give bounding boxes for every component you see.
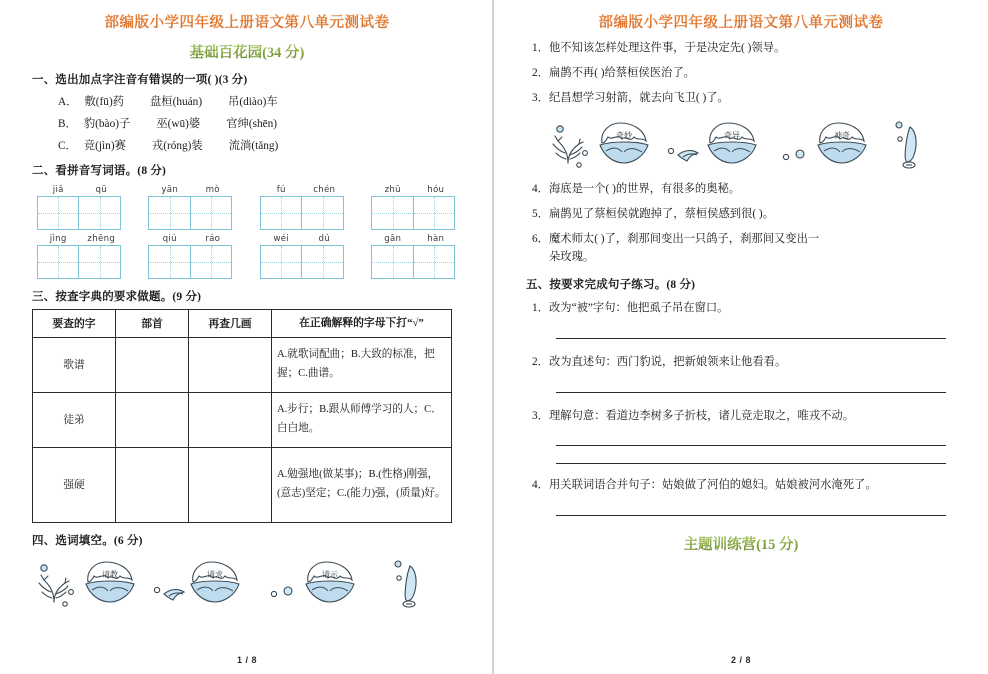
cell-word: 歌谱 <box>33 337 116 392</box>
shell-illustration-strip <box>518 115 964 173</box>
tianzige-box[interactable] <box>260 196 344 230</box>
table-row <box>33 337 452 392</box>
item-text: 扁鹊不再( )给蔡桓侯医治了。 <box>549 66 695 79</box>
pinyin-syllable: hóu <box>427 185 445 195</box>
cell-explanation[interactable]: A.步行；B.跟从师傅学习的人；C．白白地。 <box>272 392 452 447</box>
option-item: 官绅(shēn) <box>226 118 278 130</box>
pinyin-labels <box>37 234 123 244</box>
pinyin-syllable: mò <box>205 185 220 195</box>
pinyin-cell <box>371 234 457 279</box>
item-number: 4． <box>532 479 549 492</box>
cell-explanation[interactable]: A.就歌词配曲；B.大致的标准，把握；C.曲谱。 <box>272 337 452 392</box>
tianzige-box[interactable] <box>148 196 232 230</box>
item-text: 改为直述句：西门豹说，把新娘领来让他看看。 <box>549 355 787 368</box>
shell-illustration-strip <box>24 554 470 612</box>
sentence-item <box>532 354 964 371</box>
answer-line[interactable] <box>556 392 946 393</box>
pinyin-syllable: fú <box>276 185 286 195</box>
option-label: A． <box>58 96 78 108</box>
shell-label: 请求 <box>207 569 223 579</box>
cell-explanation[interactable]: A.勉强地(做某事)；B.(性格)刚强，(意志)坚定；C.(能力)强，(质量)好。 <box>272 447 452 522</box>
bubble-icon <box>154 587 159 592</box>
shell-label: 神奇 <box>834 130 850 140</box>
cell-strokes[interactable] <box>189 337 272 392</box>
section-3-heading: 三、按查字典的要求做题。(9 分) <box>32 291 202 303</box>
bubble-icon <box>898 137 902 141</box>
pinyin-labels <box>260 185 346 195</box>
pinyin-labels <box>371 234 457 244</box>
section-2-heading: 二、看拼音写词语。(8 分) <box>32 165 167 177</box>
bubble-icon <box>63 602 67 606</box>
item-text: 他不知该怎样处理这件事，于是决定先( )领导。 <box>549 42 786 54</box>
shell-label: 奇妙 <box>616 130 632 140</box>
coral-icon <box>39 575 69 602</box>
clam-shell-3 <box>306 562 354 602</box>
fish-icon <box>783 150 804 160</box>
tianzige-box[interactable] <box>371 245 455 279</box>
bubble-icon <box>668 148 673 153</box>
item-number: 2． <box>532 66 549 79</box>
cell-word: 徒弟 <box>33 392 116 447</box>
column-header-word: 要查的字 <box>33 310 116 338</box>
answer-line[interactable] <box>556 463 946 464</box>
option-item: 盘桓(huán) <box>150 96 203 108</box>
option-item: 吊(diào)车 <box>228 96 278 108</box>
item-number: 3． <box>532 409 549 422</box>
pinyin-labels <box>37 185 123 195</box>
shell-label: 奇异 <box>724 130 740 140</box>
tianzige-box[interactable] <box>371 196 455 230</box>
bubble-icon <box>397 576 401 580</box>
pinyin-cell <box>37 234 123 279</box>
option-item: 竞(jìn)赛 <box>83 140 126 152</box>
shell-label: 请教 <box>102 569 118 579</box>
pinyin-writing-grids <box>24 185 470 279</box>
cell-radical[interactable] <box>116 392 189 447</box>
column-header-strokes: 再查几画 <box>189 310 272 338</box>
sentence-item <box>532 477 964 494</box>
item-number: 2． <box>532 355 549 368</box>
fill-item <box>532 181 964 198</box>
clam-shell-2 <box>708 123 756 163</box>
section-1-heading: 一、选出加点字注音有错误的一项( )(3 分) <box>32 74 248 86</box>
item-text: 用关联词语合并句子：姑娘做了河伯的媳妇。姑娘被河水淹死了。 <box>549 479 877 492</box>
tianzige-box[interactable] <box>148 245 232 279</box>
item-text: 改为“被”字句：他把虱子吊在窗口。 <box>549 301 729 314</box>
option-item: 巫(wū)婆 <box>156 118 201 130</box>
option-row <box>58 115 470 131</box>
pinyin-syllable: jiǎ <box>52 185 64 195</box>
cell-strokes[interactable] <box>189 447 272 522</box>
sentence-item <box>532 408 964 425</box>
item-number: 1． <box>532 42 549 54</box>
kelp-icon <box>905 127 916 162</box>
pinyin-syllable: qiú <box>162 234 177 244</box>
item-text: 魔术师太( )了，刹那间变出一只鸽子，刹那间又变出一 <box>549 232 820 245</box>
bubble-icon <box>896 122 902 128</box>
pinyin-syllable: hàn <box>427 234 445 244</box>
pinyin-syllable: jìng <box>49 234 67 244</box>
pinyin-syllable: gān <box>384 234 402 244</box>
fish-icon <box>271 587 292 597</box>
tianzige-box[interactable] <box>37 245 121 279</box>
fill-item <box>532 40 964 57</box>
pinyin-row <box>24 185 470 230</box>
item-text: 扁鹊见了蔡桓侯就跑掉了，蔡桓侯感到很( )。 <box>549 207 774 220</box>
pinyin-syllable: chén <box>313 185 336 195</box>
option-item: 戎(róng)装 <box>151 140 203 152</box>
answer-line[interactable] <box>556 338 946 339</box>
column-header-radical: 部首 <box>116 310 189 338</box>
item-continuation: 朵玫瑰。 <box>549 250 595 263</box>
option-item: 流淌(tǎng) <box>228 140 279 152</box>
page-number-1: 1 / 8 <box>236 655 257 665</box>
bubble-icon <box>577 163 581 167</box>
tianzige-box[interactable] <box>37 196 121 230</box>
cell-word: 强硬 <box>33 447 116 522</box>
item-number: 6． <box>532 232 549 245</box>
fish-icon <box>164 589 184 599</box>
shell-label: 请示 <box>322 569 338 579</box>
coral-icon <box>553 136 583 163</box>
item-number: 4． <box>532 182 549 195</box>
fill-item <box>532 231 964 248</box>
seabed-illustration <box>24 554 444 612</box>
bubble-icon <box>395 561 401 567</box>
tianzige-box[interactable] <box>260 245 344 279</box>
bubble-icon <box>41 565 47 571</box>
bubble-icon <box>583 150 588 155</box>
option-label: B． <box>58 118 77 130</box>
table-header-row <box>33 310 452 338</box>
option-label: C． <box>58 140 77 152</box>
page-number-2: 2 / 8 <box>730 655 751 665</box>
section-band-title: 基础百花园(34 分) <box>24 41 470 62</box>
item-text: 纪昌想学习射箭，就去向飞卫( )了。 <box>549 91 729 104</box>
section-4-heading: 四、选词填空。(6 分) <box>32 534 143 547</box>
bubble-icon <box>69 589 74 594</box>
pinyin-cell <box>148 185 234 230</box>
clam-shell-1 <box>86 562 134 602</box>
clam-shell-1 <box>600 123 648 163</box>
fill-item <box>532 206 964 223</box>
pinyin-syllable: zhēng <box>87 234 116 244</box>
fish-icon <box>678 150 698 160</box>
item-number: 5． <box>532 207 549 220</box>
kelp-icon <box>405 566 416 601</box>
clam-shell-3 <box>818 123 866 163</box>
pinyin-syllable: yān <box>161 185 179 195</box>
option-item: 豹(bào)子 <box>83 118 131 130</box>
pinyin-labels <box>371 185 457 195</box>
bubble-icon <box>557 126 563 132</box>
section-5-heading: 五、按要求完成句子练习。(8 分) <box>526 278 696 291</box>
page-title: 部编版小学四年级上册语文第八单元测试卷 <box>518 0 964 32</box>
option-row <box>58 137 470 153</box>
cell-radical[interactable] <box>116 337 189 392</box>
cell-radical[interactable] <box>116 447 189 522</box>
page-title: 部编版小学四年级上册语文第八单元测试卷 <box>24 0 470 32</box>
option-item: 敷(fū)药 <box>84 96 124 108</box>
column-header-explanation: 在正确解释的字母下打“√” <box>272 310 452 338</box>
page-2 <box>494 0 988 674</box>
sentence-item <box>532 300 964 317</box>
pinyin-syllable: qū <box>95 185 107 195</box>
item-number: 1． <box>532 301 549 314</box>
section-band-title: 主题训练营(15 分) <box>518 533 964 554</box>
item-text: 理解句意：看道边李树多子折枝，诸儿竞走取之，唯戎不动。 <box>549 409 855 422</box>
pinyin-syllable: zhū <box>384 185 401 195</box>
cell-strokes[interactable] <box>189 392 272 447</box>
clam-shell-2 <box>191 562 239 602</box>
table-row <box>33 392 452 447</box>
seabed-illustration <box>518 115 938 173</box>
pinyin-cell <box>37 185 123 230</box>
fill-item <box>532 90 964 107</box>
item-number: 3． <box>532 91 549 104</box>
answer-line[interactable] <box>556 515 946 516</box>
option-row <box>58 93 470 109</box>
pinyin-cell <box>148 234 234 279</box>
pinyin-syllable: wéi <box>273 234 290 244</box>
answer-line[interactable] <box>556 445 946 446</box>
pinyin-labels <box>148 234 234 244</box>
pinyin-cell <box>260 185 346 230</box>
item-text: 海底是一个( )的世界，有很多的奥秘。 <box>549 182 741 195</box>
pinyin-cell <box>260 234 346 279</box>
fill-item <box>532 65 964 82</box>
pinyin-row <box>24 234 470 279</box>
pinyin-labels <box>148 185 234 195</box>
pinyin-labels <box>260 234 346 244</box>
table-row <box>33 447 452 522</box>
pinyin-cell <box>371 185 457 230</box>
pinyin-syllable: ráo <box>205 234 221 244</box>
dictionary-table <box>32 309 452 523</box>
pinyin-syllable: dú <box>318 234 330 244</box>
